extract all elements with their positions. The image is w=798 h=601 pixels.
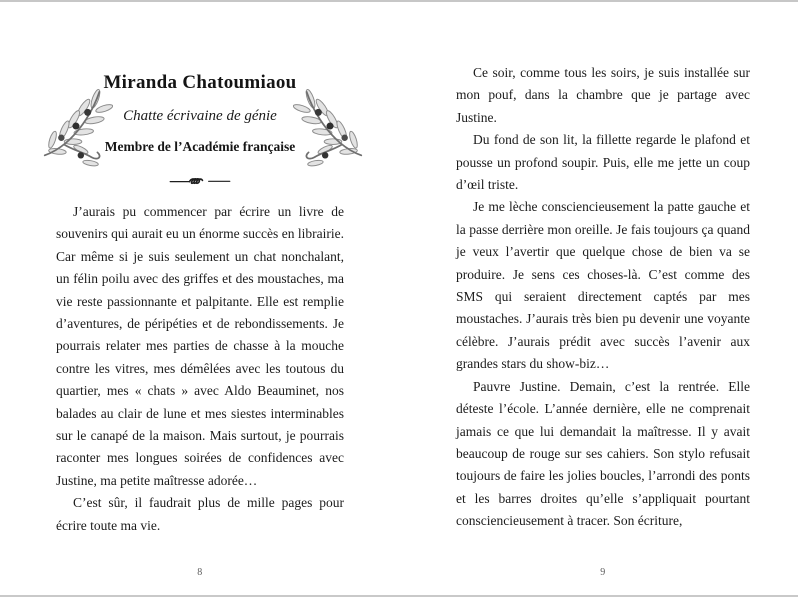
- left-page: [56, 0, 344, 601]
- paragraph: Pauvre Justine. Demain, c’est la rentrée. Elle déteste l’école. L’année dernière, elle ne comprenait jamais ce que lui demandait la maîtresse. Il y avait beaucoup de rouge sur ses cahiers. Son stylo refusait toujours de faire les jolies boucles, l’arrondi des ponts et les barres droites qu’elle s’appliquait pourtant consciencieusement à tracer. Son écriture,: [456, 378, 750, 529]
- right-page: [456, 0, 750, 601]
- olive-branch-left-icon: [35, 86, 113, 170]
- squiggle-rule-icon: [169, 173, 231, 189]
- page-number-right: 9: [600, 567, 606, 578]
- paragraph: Ce soir, comme tous les soirs, je suis installée sur mon pouf, dans la chambre que je partage avec Justine.: [456, 65, 750, 125]
- paragraph: Du fond de son lit, la fillette regarde le plafond et pousse un profond soupir. Puis, elle me jette un coup d’œil triste.: [456, 132, 750, 193]
- page-title: Miranda Chatoumiaou: [103, 72, 297, 93]
- olive-branch-right-icon: [293, 86, 371, 170]
- page-affiliation: Membre de l’Académie française: [104, 139, 296, 154]
- page-subtitle: Chatte écrivaine de génie: [123, 108, 277, 124]
- page-number-left: 8: [197, 567, 203, 578]
- paragraph: C’est sûr, il faudrait plus de mille pages pour écrire toute ma vie.: [56, 495, 344, 533]
- right-page-body: [456, 62, 750, 533]
- left-page-body: [56, 201, 344, 537]
- paragraph: J’aurais pu commencer par écrire un livre de souvenirs qui aurait eu un énorme succès en librairie. Car même si je suis seulement un chat nonchalant, un félin poilu avec des griffes et des moustaches, ma vie reste passionnante et palpitante. Elle est remplie d’aventures, de péripéties et de rebondissements. Je pourrais relater mes parties de chasse à la mouche contre les vitres, mes démêlées avec les toutous du quartier, mes « chats » avec Aldo Beauminet, nos balades au clair de lune et mes siestes interminables sur le canapé de la maison. Mais surtout, je pourrais raconter mes longues soirées de confidences avec Justine, ma petite maîtresse adorée…: [56, 204, 344, 488]
- paragraph: Je me lèche consciencieusement la patte gauche et la passe derrière mon oreille. Je fais toujours ça quand je veux l’avertir que quelque chose de bien va se produire. Je sens ces choses-là. C’est comme des SMS qui seraient directement captés par mes moustaches. J’aurais très bien pu devenir une voyante célèbre. J’aurais prédit avec succès l’avenir aux grandes stars du show-biz…: [456, 199, 750, 372]
- bottom-edge-rule: [0, 595, 798, 597]
